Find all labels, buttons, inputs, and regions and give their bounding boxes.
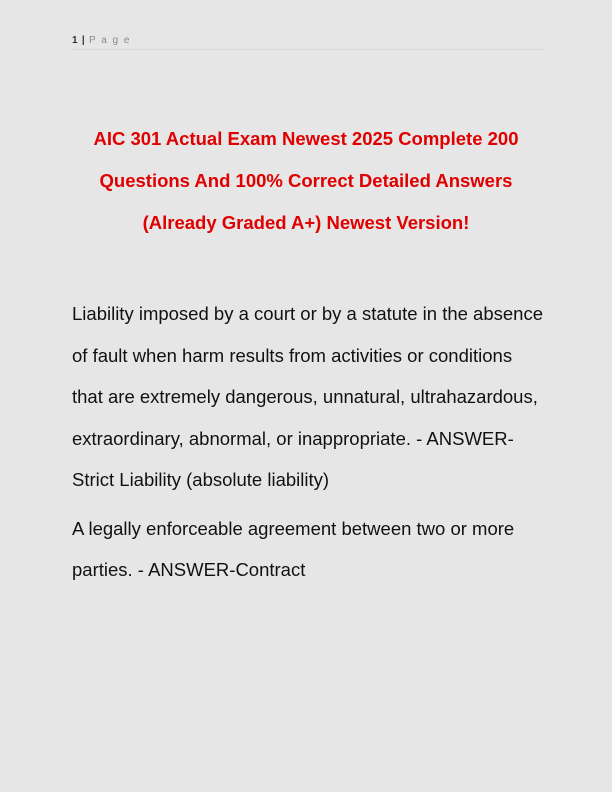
separator: |	[81, 35, 85, 46]
qa-item: Liability imposed by a court or by a statute in the absence of fault when harm results from activities or conditions that are extremely dangerous, unnatural, ultrahazardous, extraordinary, abnormal, or inappropriate. - ANSWER-Strict Liability (absolute liability)	[72, 303, 543, 490]
page-header	[72, 35, 131, 46]
document-body	[72, 293, 546, 598]
title-line: Questions And 100% Correct Detailed Answers	[99, 170, 513, 191]
header-divider	[72, 49, 544, 50]
document-title	[60, 118, 552, 244]
qa-item: A legally enforceable agreement between two or more parties. - ANSWER-Contract	[72, 517, 515, 580]
page-label: P a g e	[88, 35, 131, 46]
title-line: AIC 301 Actual Exam Newest 2025 Complete 200	[93, 128, 519, 149]
page-number: 1	[72, 35, 78, 46]
title-line: (Already Graded A+) Newest Version!	[142, 212, 470, 233]
